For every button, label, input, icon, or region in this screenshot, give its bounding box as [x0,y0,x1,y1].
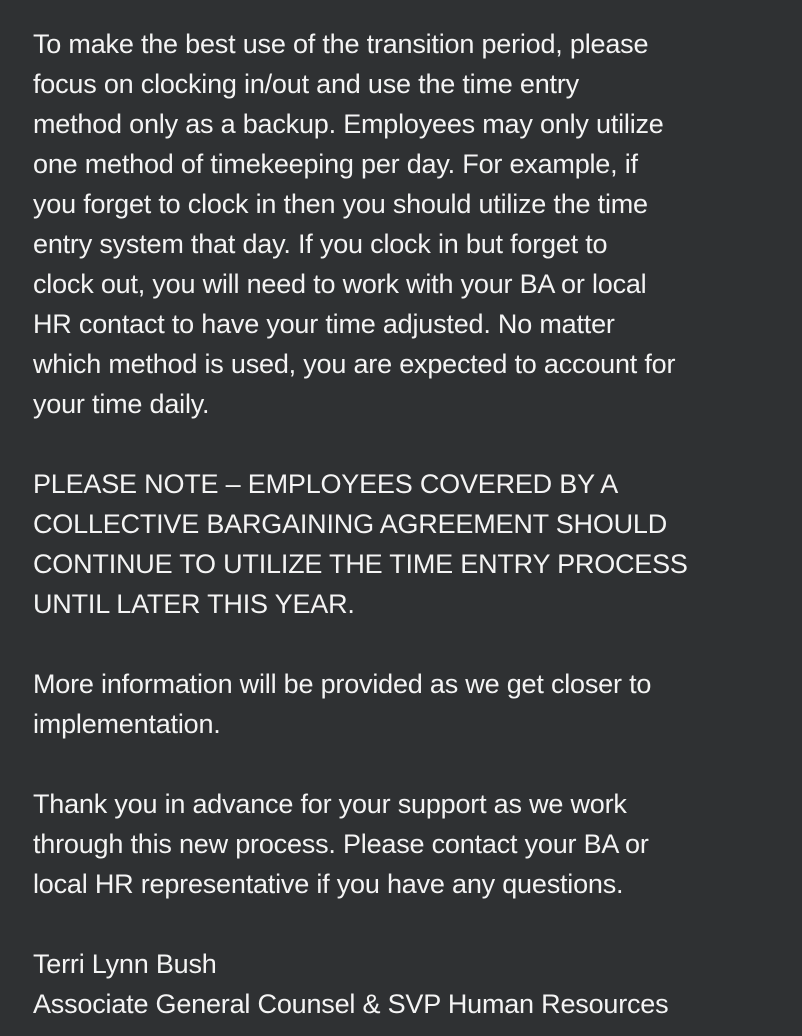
signature-block [33,944,788,1024]
paragraph-thank-you: Thank you in advance for your support as we work through this new process. Please contact your BA or local HR representative if you have any questions. [33,789,649,899]
paragraph-bargaining-note: PLEASE NOTE – EMPLOYEES COVERED BY A COLLECTIVE BARGAINING AGREEMENT SHOULD CONTINUE TO UTILIZE THE TIME ENTRY PROCESS UNTIL LATER THIS YEAR. [33,469,688,619]
paragraph-more-information: More information will be provided as we get closer to implementation. [33,669,652,739]
signature-name: Terri Lynn Bush [33,949,217,979]
paragraph-transition-instructions: To make the best use of the transition period, please focus on clocking in/out and use the time entry method only as a backup. Employees may only utilize one method of timekeeping per day. For example, if you forget to clock in then you should utilize the time entry system that day. If you clock in but forget to clock out, you will need to work with your BA or local HR contact to have your time adjusted. No matter which method is used, you are expected to account for your time daily. [33,29,676,419]
signature-title: Associate General Counsel & SVP Human Resources [33,989,669,1019]
